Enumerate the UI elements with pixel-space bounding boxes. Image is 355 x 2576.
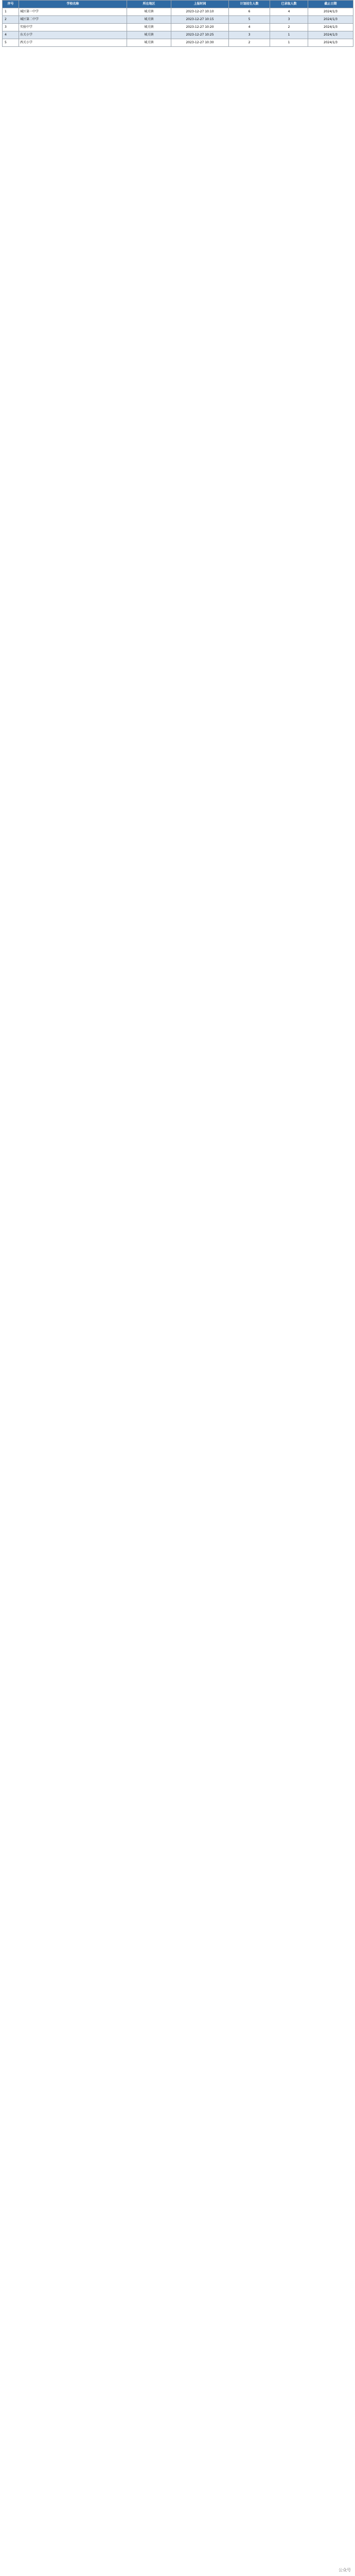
table-row (3, 16, 353, 24)
cell-district: 城关镇 (127, 16, 171, 24)
cell-index: 5 (3, 39, 19, 47)
table-row (3, 39, 353, 47)
cell-time: 2023-12-27 10:30 (171, 39, 229, 47)
table-row (3, 8, 353, 16)
cell-plan: 6 (229, 8, 270, 16)
col-header-plan: 计划招生人数 (229, 1, 270, 8)
cell-plan: 5 (229, 16, 270, 24)
cell-plan: 2 (229, 39, 270, 47)
cell-district: 城关镇 (127, 24, 171, 31)
table-body (3, 8, 353, 47)
col-header-index: 序号 (3, 1, 19, 8)
cell-deadline: 2024/1/3 (308, 31, 353, 39)
col-header-time: 上报时间 (171, 1, 229, 8)
cell-accepted: 1 (270, 39, 308, 47)
table-row (3, 24, 353, 31)
cell-accepted: 1 (270, 31, 308, 39)
col-header-accepted: 已录取人数 (270, 1, 308, 8)
cell-school-name: 东关小学 (19, 31, 127, 39)
cell-plan: 3 (229, 31, 270, 39)
cell-index: 1 (3, 8, 19, 16)
cell-district: 城关镇 (127, 8, 171, 16)
cell-school-name: 西关小学 (19, 39, 127, 47)
cell-district: 城关镇 (127, 39, 171, 47)
header-row (3, 1, 353, 8)
data-table (2, 0, 353, 47)
cell-time: 2023-12-27 10:20 (171, 24, 229, 31)
cell-deadline: 2024/1/3 (308, 8, 353, 16)
cell-time: 2023-12-27 10:10 (171, 8, 229, 16)
cell-deadline: 2024/1/3 (308, 24, 353, 31)
watermark: 公众号 (339, 2568, 351, 2572)
document-page (2, 0, 353, 47)
cell-deadline: 2024/1/3 (308, 39, 353, 47)
cell-deadline: 2024/1/3 (308, 16, 353, 24)
cell-plan: 4 (229, 24, 270, 31)
cell-index: 2 (3, 16, 19, 24)
cell-time: 2023-12-27 10:25 (171, 31, 229, 39)
col-header-district: 所在地区 (127, 1, 171, 8)
col-header-deadline: 截止日期 (308, 1, 353, 8)
cell-accepted: 4 (270, 8, 308, 16)
col-header-name: 学校名称 (19, 1, 127, 8)
cell-time: 2023-12-27 10:15 (171, 16, 229, 24)
cell-accepted: 2 (270, 24, 308, 31)
cell-school-name: 城区第二中学 (19, 16, 127, 24)
cell-school-name: 实验中学 (19, 24, 127, 31)
cell-index: 4 (3, 31, 19, 39)
cell-school-name: 城区第一中学 (19, 8, 127, 16)
table-row (3, 31, 353, 39)
cell-district: 城关镇 (127, 31, 171, 39)
cell-accepted: 3 (270, 16, 308, 24)
cell-index: 3 (3, 24, 19, 31)
